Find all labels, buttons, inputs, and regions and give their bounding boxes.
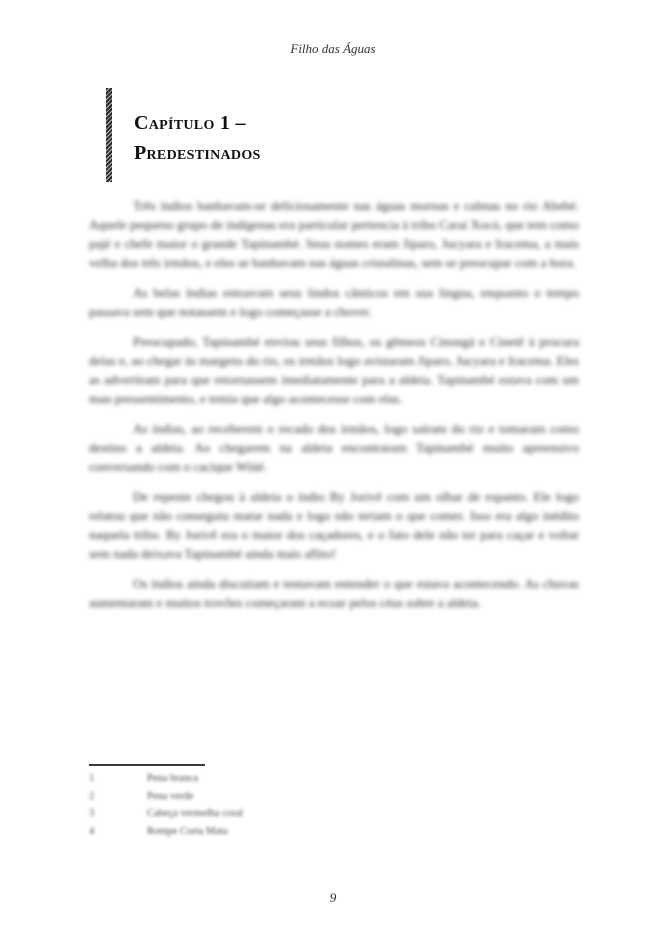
body-paragraph: Três índios banhavam-se deliciosamente nas águas mornas e calmas no rio Abebé. Aquele pequeno grupo de indígenas era particular pertencia à tribo Carai Xocó, que tem como pajé e chefe maior o grande Tapinambé. Seus nomes eram Jiparo, Jucyara e Iracema, a mais velha dos três irmãos, e eles se banhavam nas águas cristalinas, sem se preocupar com a hora. bbox=[89, 198, 579, 270]
chapter-heading bbox=[106, 88, 406, 182]
running-head-title: Filho das Águas bbox=[290, 41, 376, 56]
footnote-number: 4 bbox=[89, 825, 95, 837]
footnote-item bbox=[89, 770, 389, 788]
chapter-title-line-1: Capítulo 1 – bbox=[134, 112, 246, 134]
chapter-ornament-rule bbox=[106, 88, 112, 182]
footnote-separator bbox=[89, 764, 205, 766]
footnote-text: Pena verde bbox=[147, 790, 194, 802]
body-paragraph: As índias, ao receberem o recado dos irmãos, logo saíram do rio e tomaram como destino a aldeia. Ao chegarem na aldeia encontraram Tapinambé muito apreensivo conversando com o cacique Wiúé. bbox=[89, 421, 579, 474]
footnote-number: 1 bbox=[89, 773, 95, 784]
footnote-text: Pena branca bbox=[147, 773, 199, 784]
body-paragraph: De repente chegou à aldeia o índio By Jorivê com um olhar de espanto. Ele logo relatou que não conseguiu matar nada e logo não teriam o que comer. Isso era algo inédito naquela tribo. By Jorivê era o maior dos caçadores, e o fato dele não ter para caçar e voltar sem nada deixava Tapinambé ainda mais aflito! bbox=[89, 489, 579, 561]
body-paragraph: As belas índias entoavam seus lindos cânticos em sua língua, enquanto o tempo passava sem que notassem e logo começasse a chover. bbox=[89, 285, 579, 319]
footnote-item bbox=[89, 788, 389, 806]
page-number: 9 bbox=[329, 890, 337, 905]
footnote-item bbox=[89, 823, 389, 841]
footnote-item bbox=[89, 805, 389, 823]
chapter-title-line-2: Predestinados bbox=[134, 142, 261, 164]
footnote-text: Rompe Corta Mata bbox=[147, 825, 228, 837]
footnote-number: 3 bbox=[89, 808, 95, 819]
body-paragraph: Preocupado, Tapinambé enviou seus filhos, os gêmeos Cinongá e Cinetê à procura delas e, ao chegar às margens do rio, os irmãos logo avistaram Jiparo, Jucyara e Iracema. Eles as advertiram para que retornassem imediatamente para a aldeia. Tapinambé estava com um mau pressentimento, e temia que algo acontecesse com elas. bbox=[89, 334, 579, 406]
chapter-title bbox=[134, 108, 261, 168]
body-paragraph: Os índios ainda discutiam e tentavam entender o que estava acontecendo. As chuvas aumentaram e muitos trovões começaram a ecoar pelos céus sobre a aldeia. bbox=[89, 576, 579, 610]
footnotes bbox=[89, 770, 389, 840]
footnote-number: 2 bbox=[89, 790, 95, 802]
chapter-body bbox=[89, 196, 579, 726]
footnote-text: Cabeça vermelha coral bbox=[147, 808, 244, 819]
